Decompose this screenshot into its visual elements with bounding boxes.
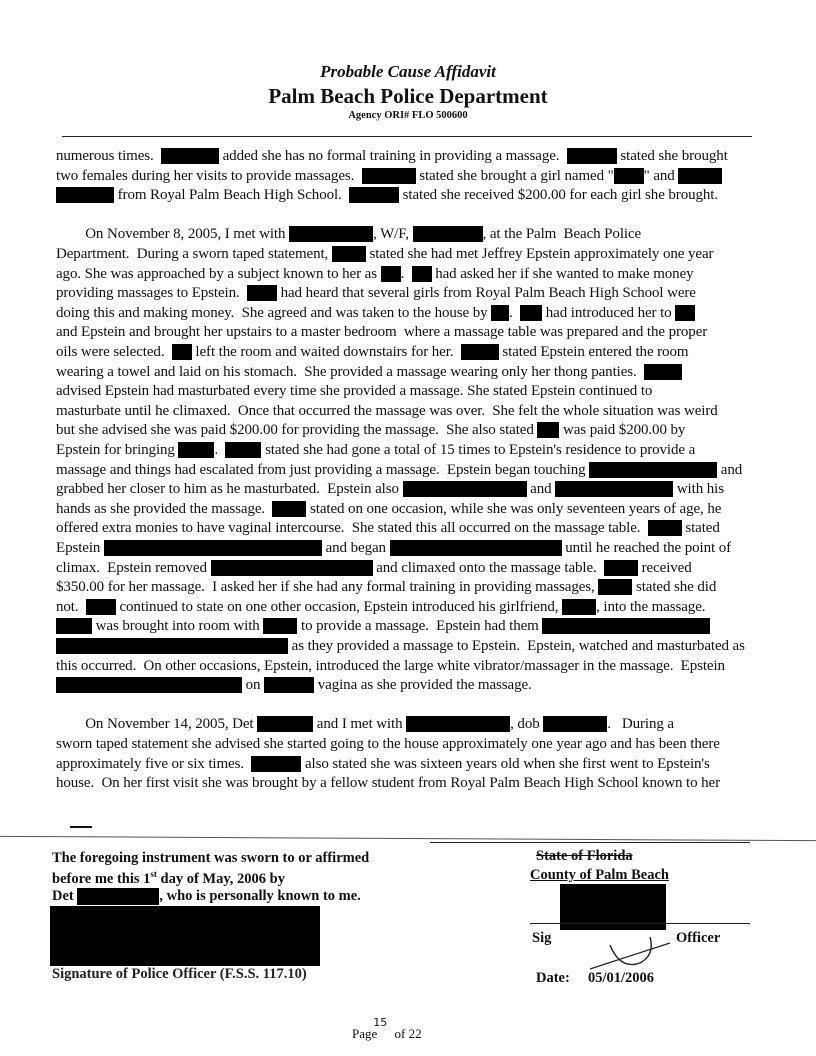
body-text-segment: also stated she was sixteen years old when she first went to Epstein's: [301, 755, 710, 772]
redaction-block: [161, 148, 219, 164]
body-line: [56, 323, 776, 341]
body-text-segment: stated she had met Jeffrey Epstein approximately one year: [365, 246, 714, 262]
redaction-block: [381, 266, 401, 282]
redaction-block: [362, 168, 416, 184]
redaction-block: [403, 481, 527, 497]
body-line: [56, 402, 776, 420]
body-text-segment: Epstein for bringing: [56, 442, 179, 458]
body-line: [56, 461, 776, 479]
body-line: [56, 559, 776, 577]
body-text-segment: vagina as she provided the massage.: [314, 677, 532, 694]
body-text-segment: stated on one occasion, while she was only seventeen years of age, he: [306, 500, 722, 517]
redaction-block: [56, 638, 288, 654]
body-text-segment: added she has no formal training in providing a massage.: [218, 148, 567, 164]
redaction-block: [598, 579, 632, 595]
body-text-segment: stated she received $200.00 for each girl she brought.: [399, 187, 719, 204]
body-line: [56, 657, 776, 675]
footer-divider: [0, 836, 816, 841]
officer-signature-label: Signature of Police Officer (F.S.S. 117.10): [52, 966, 307, 982]
body-line: [56, 539, 776, 557]
body-text-segment: , dob: [510, 716, 544, 733]
body-text-segment: approximately five or six times.: [56, 755, 252, 772]
redaction-block: [491, 305, 509, 321]
body-text-segment: left the room and waited downstairs for her.: [191, 344, 461, 360]
redaction-block: [604, 560, 638, 576]
body-text-segment: , into the massage.: [596, 598, 706, 615]
redaction-block: [675, 305, 695, 321]
redaction-block: [406, 716, 510, 732]
body-line: [56, 225, 776, 243]
body-text-segment: stated: [681, 520, 720, 537]
body-text-segment: from Royal Palm Beach High School.: [114, 187, 350, 204]
body-text-segment: as they provided a massage to Epstein. Epstein, watched and masturbated as: [288, 638, 745, 654]
redaction-block: [390, 540, 562, 556]
body-line: [56, 735, 776, 753]
body-text-segment: with his: [673, 481, 724, 498]
redaction-block: [234, 540, 322, 556]
body-line: [56, 245, 776, 263]
body-text-segment: On November 8, 2005, I met with: [56, 226, 290, 243]
body-text-segment: stated she had gone a total of 15 times to Epstein's residence to provide a: [261, 442, 696, 458]
document-type-title: Probable Cause Affidavit: [320, 62, 496, 81]
redaction-block: [56, 677, 242, 693]
body-text-segment: had introduced her to: [542, 304, 676, 321]
body-text-segment: wearing a towel and laid on his stomach. She provided a massage wearing only her thong panties.: [56, 363, 644, 380]
redaction-block: [225, 442, 261, 458]
body-text-segment: had heard that several girls from Royal Palm Beach High School were: [276, 285, 696, 302]
redaction-block: [542, 618, 710, 634]
body-text-segment: grabbed her closer to him as he masturbated. Epstein also: [56, 481, 403, 498]
header-divider: [62, 136, 752, 137]
body-text-segment: to provide a massage. Epstein had them: [297, 618, 543, 635]
body-text-segment: this occurred. On other occasions, Epstein, introduced the large white vibrator/massager in the massage. Epstein: [56, 657, 725, 674]
body-line: [56, 578, 776, 596]
body-text-segment: hands as she provided the massage.: [56, 500, 273, 517]
body-text-segment: and Epstein and brought her upstairs to a master bedroom where a massage table was prepared and the proper: [56, 324, 708, 341]
footer-divider-right: [430, 842, 750, 843]
body-line: [56, 617, 776, 635]
body-line: [56, 696, 776, 714]
body-text-segment: but she advised she was paid $200.00 for providing the massage. She also stated: [56, 422, 538, 439]
body-line: [56, 206, 776, 224]
body-text-segment: and I met with: [313, 716, 407, 733]
redaction-block: [289, 226, 373, 242]
body-line: [56, 382, 776, 400]
jurat-line-2: before me this 1st day of May, 2006 by: [52, 869, 285, 887]
redaction-block: [251, 756, 301, 772]
body-line: [56, 343, 776, 361]
body-line: [56, 167, 776, 185]
body-text-segment: and: [526, 481, 556, 498]
body-text-segment: and: [717, 461, 743, 478]
body-text-segment: .: [400, 265, 412, 282]
body-text-segment: , W/F,: [373, 226, 413, 243]
body-text-segment: " and: [643, 167, 679, 184]
jurat-line-3: Det , who is personally known to me.: [52, 888, 361, 904]
body-text-segment: stated she brought a girl named ": [415, 167, 614, 184]
redaction-block: [264, 677, 314, 693]
body-text-segment: continued to state on one other occasion, Epstein introduced his girlfriend,: [115, 598, 563, 615]
redaction-block: [537, 422, 559, 438]
body-line: [56, 265, 776, 283]
redaction-block: [648, 520, 682, 536]
body-text-segment: offered extra monies to have vaginal intercourse. She stated this all occurred on the massage table.: [56, 520, 648, 537]
date-label: Date:: [536, 970, 570, 986]
redaction-block: [614, 168, 644, 184]
body-line: [56, 363, 776, 381]
redaction-block: [562, 599, 596, 615]
redaction-block: [104, 540, 234, 556]
body-text-segment: two females during her visits to provide massages.: [56, 167, 362, 184]
county-label: County of Palm Beach: [530, 867, 669, 883]
body-text-segment: on: [242, 677, 265, 694]
redaction-block: [272, 501, 306, 517]
body-text-segment: climax. Epstein removed: [56, 559, 211, 576]
jurat-line-1: The foregoing instrument was sworn to or affirmed: [52, 850, 370, 866]
agency-ori: Agency ORI# FLO 500600: [348, 110, 468, 121]
body-text-segment: $350.00 for her massage. I asked her if she had any formal training in providing massages,: [56, 579, 599, 596]
redaction-block: [77, 888, 159, 905]
redaction-block: [589, 462, 717, 478]
body-text-segment: received: [638, 559, 692, 576]
body-line: [56, 304, 776, 322]
redaction-block: [332, 246, 366, 262]
body-text-segment: .: [214, 442, 226, 458]
handwritten-mark: [70, 826, 92, 828]
body-line: [56, 715, 776, 733]
body-text-segment: . During a: [607, 716, 674, 733]
body-text-segment: stated Epstein entered the room: [498, 344, 689, 360]
body-line: [56, 519, 776, 537]
body-text-segment: sworn taped statement she advised she started going to the house approximately one year ago and has been there: [56, 736, 720, 752]
body-text-segment: oils were selected.: [56, 344, 172, 360]
body-line: [56, 421, 776, 439]
body-text-segment: .: [509, 304, 521, 321]
body-text-segment: not.: [56, 598, 86, 615]
redaction-block: [413, 226, 483, 242]
redaction-block: [178, 442, 214, 458]
date-value: 05/01/2006: [588, 970, 655, 986]
body-text-segment: , at the Palm Beach Police: [482, 226, 642, 243]
signature-line: [530, 923, 750, 924]
redaction-block: [543, 716, 607, 732]
body-text-segment: stated she did: [632, 579, 717, 596]
body-line: [56, 441, 776, 459]
handwritten-signature: [580, 925, 680, 975]
body-text-segment: numerous times.: [56, 148, 161, 164]
redaction-block: [247, 285, 277, 301]
body-line: [56, 186, 776, 204]
redaction-block: [172, 344, 192, 360]
redaction-block: [263, 618, 297, 634]
body-text-segment: Department. During a sworn taped statement,: [56, 246, 332, 262]
redaction-block: [211, 560, 373, 576]
body-line: [56, 774, 776, 792]
body-line: [56, 284, 776, 302]
redaction-block: [257, 716, 313, 732]
body-text-segment: advised Epstein had masturbated every time she provided a massage. She stated Epstein continued to: [56, 383, 653, 400]
body-line: [56, 480, 776, 498]
body-text-segment: massage and things had escalated from just providing a massage. Epstein began touching: [56, 461, 590, 478]
redaction-block: [349, 187, 399, 203]
body-text-segment: providing massages to Epstein.: [56, 285, 247, 302]
body-text-segment: had asked her if she wanted to make money: [431, 265, 694, 282]
body-line: [56, 147, 776, 165]
body-line: [56, 676, 776, 694]
redaction-block-signature: [50, 906, 320, 966]
body-text-segment: masturbate until he climaxed. Once that occurred the massage was over. She felt the whole situation was weird: [56, 402, 718, 419]
body-text-segment: ago. She was approached by a subject known to her as: [56, 265, 381, 282]
body-text-segment: until he reached the point of: [561, 540, 732, 556]
body-text-segment: was paid $200.00 by: [559, 422, 686, 439]
redaction-block: [644, 364, 682, 380]
redaction-block: [461, 344, 499, 360]
page-number: Page$^{15}$ of 22: [352, 1016, 422, 1041]
department-name: Palm Beach Police Department: [268, 84, 548, 108]
body-text-segment: On November 14, 2005, Det: [56, 716, 258, 733]
body-line: [56, 500, 776, 518]
redaction-block: [56, 618, 92, 634]
redaction-block: [56, 187, 114, 203]
body-text-segment: stated she brought: [616, 148, 728, 164]
body-line: [56, 598, 776, 616]
redaction-block: [567, 148, 617, 164]
body-text-segment: and began: [321, 540, 390, 556]
signature-label-start: Sig: [532, 930, 552, 946]
state-label: State of Florida: [536, 848, 633, 864]
signature-label-end: Officer: [676, 930, 721, 946]
redaction-block: [678, 168, 722, 184]
body-text-segment: doing this and making money. She agreed and was taken to the house by: [56, 304, 492, 321]
redaction-block: [86, 599, 116, 615]
body-text-segment: and climaxed onto the massage table.: [372, 559, 604, 576]
body-line: [56, 637, 776, 655]
body-text-segment: Epstein: [56, 540, 104, 556]
body-text-segment: was brought into room with: [92, 618, 264, 635]
redaction-block: [520, 305, 542, 321]
body-line: [56, 755, 776, 773]
handwritten-page-number: 15: [373, 1016, 388, 1029]
redaction-block: [412, 266, 432, 282]
body-text-segment: house. On her first visit she was brought by a fellow student from Royal Palm Beach High School known to her: [56, 775, 720, 792]
redaction-block: [555, 481, 673, 497]
